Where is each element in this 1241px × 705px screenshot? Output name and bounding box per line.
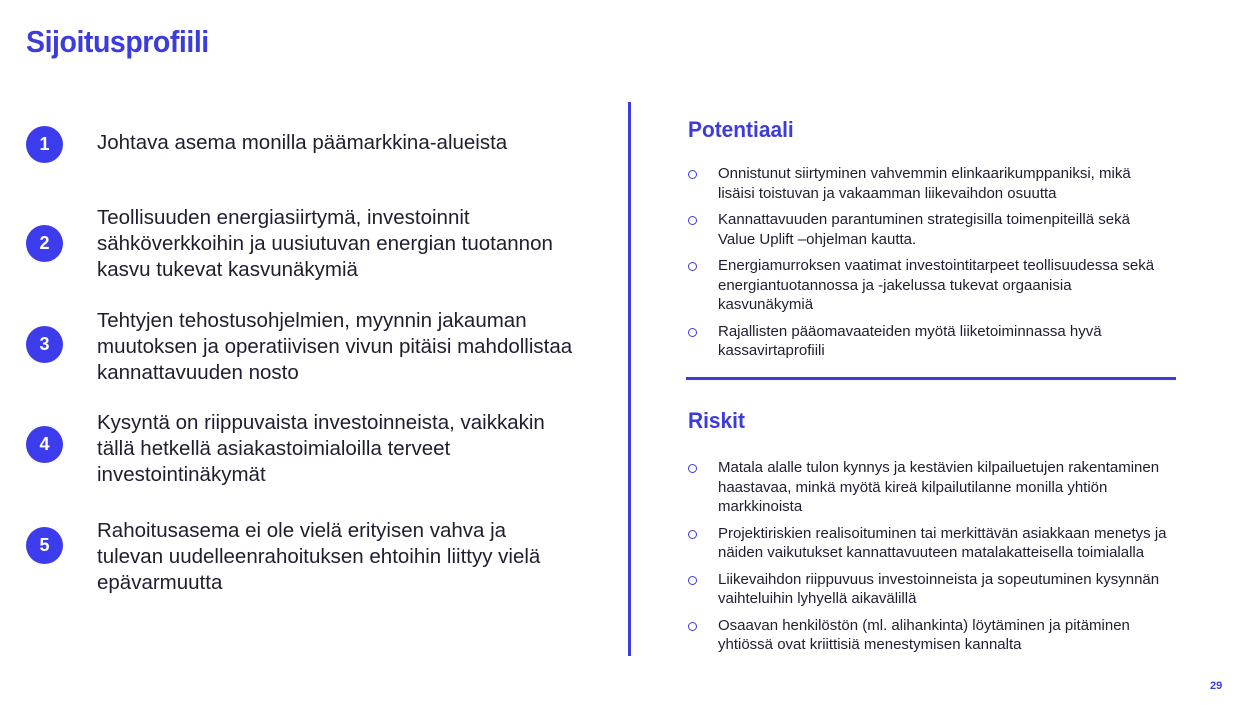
list-item — [688, 570, 1168, 609]
list-item-text: Liikevaihdon riippuvuus investoinneista ja sopeutuminen kysynnän vaihteluihin lyhyellä aikavälillä — [718, 570, 1160, 607]
page-title: Sijoitusprofiili — [26, 24, 209, 59]
number-badge: 4 — [26, 426, 63, 463]
numbered-item-text: Rahoitusasema ei ole vielä erityisen vahva ja tulevan uudelleenrahoituksen ehtoihin liittyy vielä epävarmuutta — [97, 519, 541, 594]
list-item-text: Kannattavuuden parantuminen strategisilla toimenpiteillä sekä Value Uplift –ohjelman kautta. — [718, 211, 1130, 248]
number-badge: 3 — [26, 326, 63, 363]
circle-bullet-icon — [688, 464, 697, 473]
risks-list — [688, 458, 1168, 655]
list-item — [688, 616, 1168, 655]
numbered-item-text: Johtava asema monilla päämarkkina-alueista — [97, 131, 508, 154]
list-item — [688, 322, 1168, 361]
number-badge: 1 — [26, 126, 63, 163]
potential-list — [688, 164, 1168, 361]
list-item — [688, 164, 1168, 203]
circle-bullet-icon — [688, 262, 697, 271]
potential-title: Potentiaali — [688, 117, 794, 142]
circle-bullet-icon — [688, 530, 697, 539]
risks-title: Riskit — [688, 408, 745, 433]
vertical-divider — [628, 102, 631, 656]
list-item-text: Osaavan henkilöstön (ml. alihankinta) löytäminen ja pitäminen yhtiössä ovat kriittisiä menestymisen kannalta — [718, 616, 1130, 653]
page-number: 29 — [1210, 680, 1223, 692]
list-item — [688, 256, 1168, 315]
horizontal-divider — [686, 377, 1176, 380]
circle-bullet-icon — [688, 622, 697, 631]
numbered-item-text: Tehtyjen tehostusohjelmien, myynnin jakauman muutoksen ja operatiivisen vivun pitäisi mahdollistaa kannattavuuden nosto — [97, 309, 573, 384]
circle-bullet-icon — [688, 576, 697, 585]
list-item-text: Matala alalle tulon kynnys ja kestävien kilpailuetujen rakentaminen haastavaa, minkä myötä kireä kilpailutilanne monilla yhtiön markkinoista — [718, 459, 1160, 515]
numbered-item-text: Teollisuuden energiasiirtymä, investoinnit sähköverkkoihin ja uusiutuvan energian tuotannon kasvu tukevat kasvunäkymiä — [97, 206, 553, 281]
list-item-text: Energiamurroksen vaatimat investointitarpeet teollisuudessa sekä energiantuotannossa ja -jakelussa tukevat orgaanisia kasvunäkymiä — [718, 257, 1155, 313]
list-item — [688, 458, 1168, 517]
number-badge: 2 — [26, 225, 63, 262]
list-item — [688, 524, 1168, 563]
list-item-text: Projektiriskien realisoituminen tai merkittävän asiakkaan menetys ja näiden vaikutukset kannattavuuteen matalakatteisella toimialalla — [718, 524, 1167, 561]
list-item-text: Rajallisten pääomavaateiden myötä liiketoiminnassa hyvä kassavirtaprofiili — [718, 322, 1102, 359]
circle-bullet-icon — [688, 216, 697, 225]
circle-bullet-icon — [688, 328, 697, 337]
numbered-item-text: Kysyntä on riippuvaista investoinneista, vaikkakin tällä hetkellä asiakastoimialoilla terveet investointinäkymät — [97, 411, 545, 486]
circle-bullet-icon — [688, 170, 697, 179]
number-badge: 5 — [26, 527, 63, 564]
list-item-text: Onnistunut siirtyminen vahvemmin elinkaarikumppaniksi, mikä lisäisi toistuvan ja vakaamman liikevaihdon osuutta — [718, 165, 1131, 202]
list-item — [688, 210, 1168, 249]
